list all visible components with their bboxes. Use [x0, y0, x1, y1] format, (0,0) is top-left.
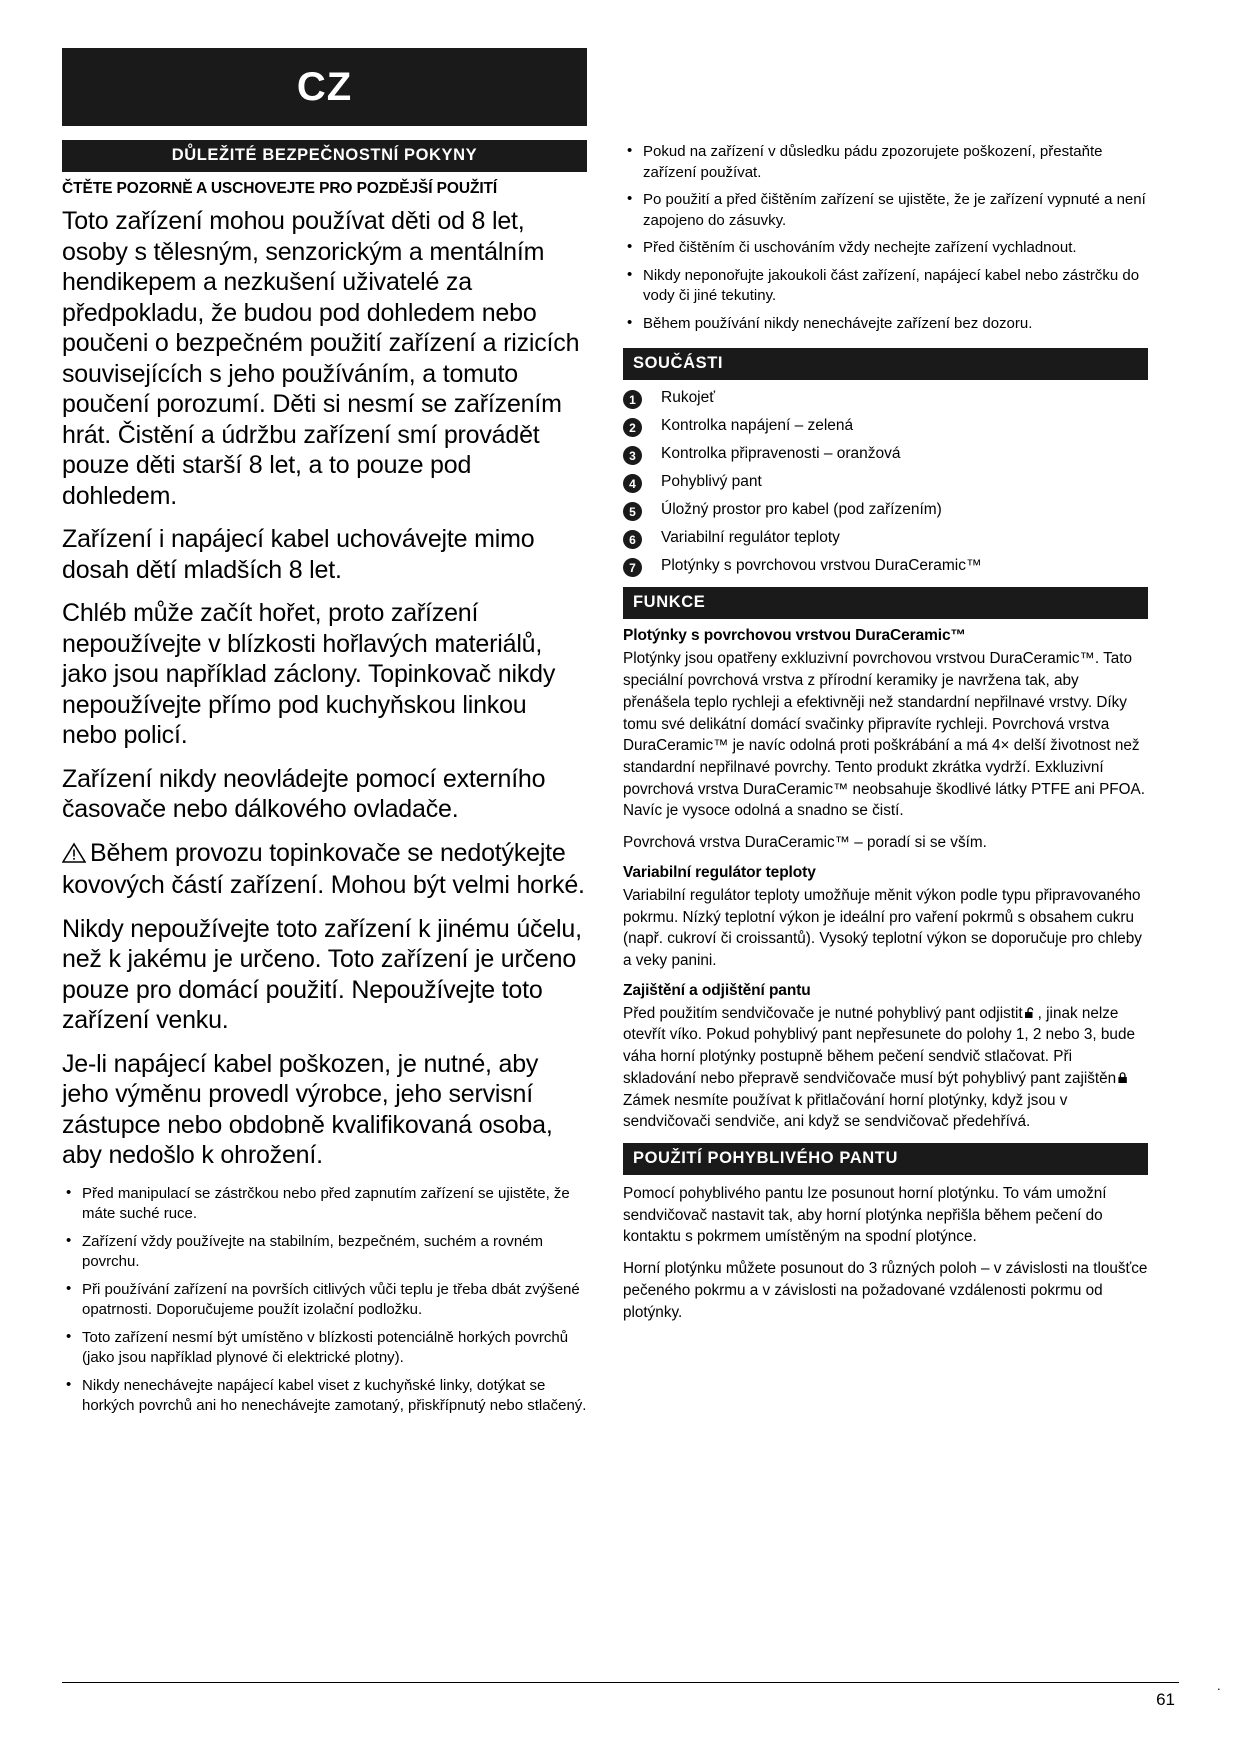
- safety-paragraph: Chléb může začít hořet, proto zařízení nepoužívejte v blízkosti hořlavých materiálů, jako jsou například záclony. Topinkovač nikdy nepoužívejte přímo pod kuchyňskou linkou nebo policí.: [62, 599, 556, 749]
- hinge-use-content: [623, 1183, 1148, 1323]
- safety-warning-paragraph: [62, 838, 587, 901]
- list-item: [623, 472, 1148, 491]
- section-header-hinge-use: POUŽITÍ POHYBLIVÉHO PANTU: [623, 1143, 1148, 1175]
- section-header-parts: SOUČÁSTI: [623, 348, 1148, 380]
- duraceramic-body: Plotýnky jsou opatřeny exkluzivní povrchovou vrstvou DuraCeramic™. Tato speciální povrchová vrstva z přírodní keramiky je navržena tak, aby přenášela teplo rychleji a efektivněji než standardní nepřilnavé vrstvy. Díky tomu své delikátní domácí svačinky připravíte rychleji. Povrchová vrstva DuraCeramic™ je navíc odolná proti poškrábání a má 4× delší životnost než standardní nepřilnavé povrchy. Tento produkt zkrátka vydrží. Exkluzivní povrchová vrstva DuraCeramic™ neobsahuje škodlivé látky PTFE ani PFOA. Navíc je vysoce odolná a snadno se čistí.: [623, 650, 1145, 820]
- part-label: Úložný prostor pro kabel (pod zařízením): [661, 500, 942, 518]
- duraceramic-tagline: Povrchová vrstva DuraCeramic™ – poradí si se vším.: [623, 834, 987, 852]
- hinge-lock-heading: Zajištění a odjištění pantu: [623, 981, 811, 999]
- duraceramic-heading: Plotýnky s povrchovou vrstvou DuraCeramic™: [623, 627, 966, 645]
- list-item: • Toto zařízení nesmí být umístěno v blízkosti potenciálně horkých povrchů (jako jsou například plynové či elektrické plotny).: [62, 1328, 587, 1369]
- page-footer: [62, 1682, 1179, 1710]
- safety-instructions: [62, 206, 587, 1171]
- part-label: Rukojeť: [661, 388, 716, 406]
- corner-mark: ·: [1216, 1681, 1221, 1696]
- safety-paragraph: Zařízení nikdy neovládejte pomocí externího časovače nebo dálkového ovladače.: [62, 764, 546, 823]
- list-item: [623, 416, 1148, 435]
- part-number-badge: 1: [623, 390, 642, 409]
- part-number-badge: 3: [623, 446, 642, 465]
- list-item: • Při používání zařízení na površích citlivých vůči teplu je třeba dbát zvýšené opatrnosti. Doporučujeme použít izolační podložku.: [62, 1280, 587, 1321]
- part-label: Pohyblivý pant: [661, 472, 762, 490]
- list-item: [623, 444, 1148, 463]
- functions-content: [623, 627, 1148, 1133]
- list-item: • Nikdy nenechávejte napájecí kabel viset z kuchyňské linky, dotýkat se horkých povrchů ani ho nenechávejte zamotaný, přiskřípnutý nebo stlačený.: [62, 1376, 587, 1417]
- safety-paragraph: Toto zařízení mohou používat děti od 8 let, osoby s tělesným, senzorickým a mentálním hendikepem a nezkušení uživatelé za předpokladu, že budou pod dohledem nebo poučeni o bezpečném použití zařízení a rizicích souvisejících s jeho používáním, a tomuto poučení porozumí. Děti si nesmí se zařízením hrát. Čistění a údržbu zařízení smí provádět pouze děti starší 8 let, a to pouze pod dohledem.: [62, 207, 580, 510]
- list-item: • Před manipulací se zástrčkou nebo před zapnutím zařízení se ujistěte, že máte suché ruce.: [62, 1184, 587, 1225]
- list-item: • Po použití a před čištěním zařízení se ujistěte, že je zařízení vypnuté a není zapojeno do zásuvky.: [623, 190, 1148, 231]
- left-column: [62, 140, 587, 1424]
- thermostat-body: Variabilní regulátor teploty umožňuje měnit výkon podle typu připravovaného pokrmu. Nízký teplotní výkon je ideální pro vaření pokrmů s obsahem cukru (např. cukroví či croissantů). Vysoký teplotní výkon se doporučuje pro chleby a veky panini.: [623, 886, 1142, 969]
- footer-divider: [62, 1682, 1179, 1683]
- safety-paragraph: Je-li napájecí kabel poškozen, je nutné, aby jeho výměnu provedl výrobce, jeho servisní zástupce nebo obdobně kvalifikovaná osoba, aby nedošlo k ohrožení.: [62, 1049, 553, 1169]
- list-item: • Nikdy neponořujte jakoukoli část zařízení, napájecí kabel nebo zástrčku do vody či jiné tekutiny.: [623, 266, 1148, 307]
- safety-warning-text: Během provozu topinkovače se nedotýkejte kovových částí zařízení. Mohou být velmi horké.: [62, 838, 585, 899]
- safety-bullet-list-continued: [623, 142, 1148, 334]
- hinge-lock-text-1: Před použitím sendvičovače je nutné pohyblivý pant odjistit: [623, 1004, 1023, 1022]
- part-number-badge: 5: [623, 502, 642, 521]
- part-number-badge: 2: [623, 418, 642, 437]
- part-label: Plotýnky s povrchovou vrstvou DuraCeramic™: [661, 556, 982, 574]
- parts-list: [623, 388, 1148, 575]
- list-item: • Před čištěním či uschováním vždy nechejte zařízení vychladnout.: [623, 238, 1148, 259]
- part-number-badge: 6: [623, 530, 642, 549]
- lock-icon: [1117, 1069, 1130, 1080]
- list-item: • Během používání nikdy nenechávejte zařízení bez dozoru.: [623, 314, 1148, 335]
- part-number-badge: 4: [623, 474, 642, 493]
- part-label: Kontrolka připravenosti – oranžová: [661, 444, 901, 462]
- page-number: 61: [1156, 1690, 1175, 1709]
- list-item: [623, 528, 1148, 547]
- part-number-badge: 7: [623, 558, 642, 577]
- section-header-functions: FUNKCE: [623, 587, 1148, 619]
- language-banner: [62, 48, 587, 126]
- hinge-lock-text-2: , jinak nelze otevřít víko. Pokud pohyblivý pant nepřesunete do polohy 1, 2 nebo 3, bude váha horní plotýnky postupně během pečení sendvič stlačovat. Při skladování nebo přepravě sendvičovače musí být pohyblivý pant zajištěn: [623, 1004, 1135, 1087]
- thermostat-heading: Variabilní regulátor teploty: [623, 863, 816, 881]
- part-label: Variabilní regulátor teploty: [661, 528, 840, 546]
- safety-subheading: ČTĚTE POZORNĚ A USCHOVEJTE PRO POZDĚJŠÍ POUŽITÍ: [62, 180, 498, 197]
- page-columns: [62, 140, 1179, 1424]
- hinge-use-paragraph: Horní plotýnku můžete posunout do 3 různých poloh – v závislosti na tloušťce pečeného pokrmu a v závislosti na požadované vzdálenosti pokrmu od plotýnky.: [623, 1260, 1148, 1321]
- list-item: [623, 500, 1148, 519]
- hinge-use-paragraph: Pomocí pohyblivého pantu lze posunout horní plotýnku. To vám umožní sendvičovač nastavit tak, aby horní plotýnka nepřišla během pečení do kontaktu s pokrmem umístěným na spodní plotýnce.: [623, 1185, 1107, 1246]
- right-column: [623, 140, 1148, 1424]
- list-item: [623, 388, 1148, 407]
- list-item: • Pokud na zařízení v důsledku pádu zpozorujete poškození, přestaňte zařízení používat.: [623, 142, 1148, 183]
- safety-bullet-list: [62, 1184, 587, 1417]
- warning-triangle-icon: [62, 840, 86, 871]
- language-code: CZ: [296, 64, 353, 109]
- section-header-safety: DŮLEŽITÉ BEZPEČNOSTNÍ POKYNY: [62, 140, 587, 172]
- safety-paragraph: Zařízení i napájecí kabel uchovávejte mimo dosah dětí mladších 8 let.: [62, 525, 535, 584]
- unlock-icon: [1024, 1004, 1037, 1015]
- part-label: Kontrolka napájení – zelená: [661, 416, 854, 434]
- safety-paragraph: Nikdy nepoužívejte toto zařízení k jinému účelu, než k jakému je určeno. Toto zařízení je určeno pouze pro domácí použití. Nepoužívejte toto zařízení venku.: [62, 914, 582, 1034]
- hinge-lock-body: [623, 1003, 1148, 1133]
- hinge-lock-text-3: Zámek nesmíte používat k přitlačování horní plotýnky, když jsou v sendvičovači sendviče, ani když se sendvičovač předehřívá.: [623, 1091, 1068, 1131]
- list-item: • Zařízení vždy používejte na stabilním, bezpečném, suchém a rovném povrchu.: [62, 1232, 587, 1273]
- list-item: [623, 556, 1148, 575]
